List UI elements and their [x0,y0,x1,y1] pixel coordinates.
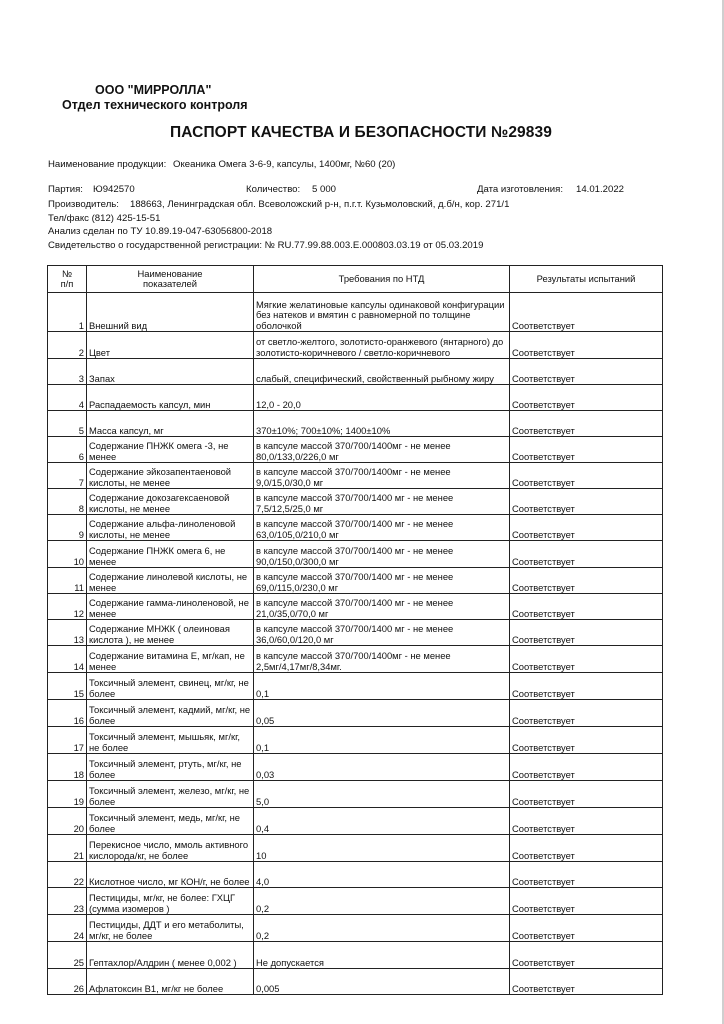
requirement: 0,1 [254,673,510,700]
requirement: в капсуле массой 370/700/1400мг - не менее 80,0/133,0/226,0 мг [254,437,510,463]
table-row [48,781,663,808]
test-result: Соответствует [510,808,663,835]
manufacture-date-value: 14.01.2022 [576,184,625,195]
test-result: Соответствует [510,594,663,620]
test-result: Соответствует [510,463,663,489]
test-result: Соответствует [510,781,663,808]
table-row [48,835,663,862]
row-number: 15 [48,673,87,700]
test-result: Соответствует [510,293,663,332]
test-result: Соответствует [510,568,663,594]
requirement: 5,0 [254,781,510,808]
table-row [48,862,663,888]
requirement: в капсуле массой 370/700/1400 мг - не менее 7,5/12,5/25,0 мг [254,489,510,515]
phone-line: Тел/факс (812) 425-15-51 [48,213,161,224]
table-row [48,541,663,568]
row-number: 24 [48,915,87,942]
test-result: Соответствует [510,411,663,437]
requirement: 0,005 [254,969,510,995]
indicator-name: Содержание витамина Е, мг/кап, не менее [87,646,254,673]
test-result: Соответствует [510,835,663,862]
requirement: в капсуле массой 370/700/1400 мг - не менее 90,0/150,0/300,0 мг [254,541,510,568]
indicator-name: Токсичный элемент, медь, мг/кг, не более [87,808,254,835]
requirement: 4,0 [254,862,510,888]
indicator-name: Токсичный элемент, кадмий, мг/кг, не более [87,700,254,727]
test-result: Соответствует [510,915,663,942]
requirement: слабый, специфический, свойственный рыбному жиру [254,359,510,385]
test-result: Соответствует [510,646,663,673]
table-row [48,411,663,437]
department-name: Отдел технического контроля [62,98,248,112]
test-result: Соответствует [510,862,663,888]
table-row [48,942,663,969]
row-number: 16 [48,700,87,727]
requirement: в капсуле массой 370/700/1400 мг - не менее 69,0/115,0/230,0 мг [254,568,510,594]
test-result: Соответствует [510,385,663,411]
product-label: Наименование продукции: [48,159,167,170]
row-number: 9 [48,515,87,541]
header-number-line1: № [61,267,73,279]
quality-table [47,265,663,995]
table-row [48,489,663,515]
test-result: Соответствует [510,673,663,700]
table-row [48,437,663,463]
header-indicator [87,266,254,293]
row-number: 26 [48,969,87,995]
requirement: в капсуле массой 370/700/1400мг - не менее 2,5мг/4,17мг/8,34мг. [254,646,510,673]
manufacture-date-label: Дата изготовления: [477,184,564,195]
row-number: 19 [48,781,87,808]
test-result: Соответствует [510,754,663,781]
indicator-name: Цвет [87,332,254,359]
row-number: 11 [48,568,87,594]
manufacturer-value: 188663, Ленинградская обл. Всеволожский р-н, п.г.т. Кузьмоловский, д.б/н, кор. 271/1 [130,199,510,210]
requirement: 0,03 [254,754,510,781]
indicator-name: Распадаемость капсул, мин [87,385,254,411]
table-row [48,727,663,754]
test-result: Соответствует [510,332,663,359]
product-value: Океаника Омега 3-6-9, капсулы, 1400мг, №60 (20) [173,159,396,170]
row-number: 25 [48,942,87,969]
row-number: 20 [48,808,87,835]
indicator-name: Содержание эйкозапентаеновой кислоты, не менее [87,463,254,489]
test-result: Соответствует [510,700,663,727]
analysis-line: Анализ сделан по ТУ 10.89.19-047-63056800-2018 [48,226,273,237]
table-row [48,646,663,673]
test-result: Соответствует [510,437,663,463]
indicator-name: Токсичный элемент, свинец, мг/кг, не более [87,673,254,700]
requirement: 10 [254,835,510,862]
table-row [48,969,663,995]
table-row [48,754,663,781]
requirement: от светло-желтого, золотисто-оранжевого (янтарного) до золотисто-коричневого / светло-коричневого [254,332,510,359]
row-number: 22 [48,862,87,888]
requirement: 0,1 [254,727,510,754]
test-result: Соответствует [510,727,663,754]
document-title: ПАСПОРТ КАЧЕСТВА И БЕЗОПАСНОСТИ №29839 [170,124,552,141]
row-number: 12 [48,594,87,620]
table-row [48,568,663,594]
row-number: 18 [48,754,87,781]
indicator-name: Афлатоксин В1, мг/кг не более [87,969,254,995]
row-number: 23 [48,888,87,915]
header-requirements: Требования по НТД [254,266,510,293]
manufacturer-label: Производитель: [48,199,119,210]
test-result: Соответствует [510,969,663,995]
row-number: 17 [48,727,87,754]
indicator-name: Содержание ПНЖК омега -3, не менее [87,437,254,463]
test-result: Соответствует [510,359,663,385]
indicator-name: Содержание альфа-линоленовой кислоты, не менее [87,515,254,541]
test-result: Соответствует [510,620,663,646]
batch-value: Ю942570 [93,184,135,195]
test-result: Соответствует [510,541,663,568]
requirement: 12,0 - 20,0 [254,385,510,411]
indicator-name: Запах [87,359,254,385]
table-row [48,620,663,646]
requirement: 0,2 [254,915,510,942]
table-row [48,359,663,385]
indicator-name: Содержание МНЖК ( олеиновая кислота ), не менее [87,620,254,646]
indicator-name: Содержание ПНЖК омега 6, не менее [87,541,254,568]
requirement: 370±10%; 700±10%; 1400±10% [254,411,510,437]
header-indicator-line2: показателей [142,278,198,289]
requirement: Мягкие желатиновые капсулы одинаковой конфигурации без натеков и вмятин с равномерной по толщине оболочкой [254,293,510,332]
requirement: Не допускается [254,942,510,969]
header-indicator-line1: Наименование [137,267,203,279]
table-row [48,332,663,359]
row-number: 6 [48,437,87,463]
test-result: Соответствует [510,489,663,515]
indicator-name: Пестициды, мг/кг, не более: ГХЦГ (сумма изомеров ) [87,888,254,915]
row-number: 21 [48,835,87,862]
table-row [48,808,663,835]
row-number: 14 [48,646,87,673]
requirement: в капсуле массой 370/700/1400мг - не менее 9,0/15,0/30,0 мг [254,463,510,489]
row-number: 3 [48,359,87,385]
quantity-label: Количество: [246,184,301,195]
table-row [48,673,663,700]
indicator-name: Токсичный элемент, мышьяк, мг/кг, не более [87,727,254,754]
row-number: 13 [48,620,87,646]
table-row [48,515,663,541]
indicator-name: Гептахлор/Алдрин ( менее 0,002 ) [87,942,254,969]
test-result: Соответствует [510,888,663,915]
indicator-name: Перекисное число, ммоль активного кислорода/кг, не более [87,835,254,862]
indicator-name: Пестициды, ДДТ и его метаболиты, мг/кг, не более [87,915,254,942]
row-number: 2 [48,332,87,359]
test-result: Соответствует [510,942,663,969]
requirement: в капсуле массой 370/700/1400 мг - не менее 21,0/35,0/70,0 мг [254,594,510,620]
quantity-value: 5 000 [312,184,337,195]
indicator-name: Внешний вид [87,293,254,332]
requirement: в капсуле массой 370/700/1400 мг - не менее 36,0/60,0/120,0 мг [254,620,510,646]
row-number: 1 [48,293,87,332]
company-name: ООО "МИРРОЛЛА" [95,83,212,97]
table-row [48,385,663,411]
table-row [48,293,663,332]
row-number: 4 [48,385,87,411]
indicator-name: Кислотное число, мг КОН/г, не более [87,862,254,888]
requirement: 0,2 [254,888,510,915]
row-number: 10 [48,541,87,568]
row-number: 8 [48,489,87,515]
test-result: Соответствует [510,515,663,541]
row-number: 5 [48,411,87,437]
indicator-name: Токсичный элемент, железо, мг/кг, не более [87,781,254,808]
requirement: в капсуле массой 370/700/1400 мг - не менее 63,0/105,0/210,0 мг [254,515,510,541]
header-number-line2: п/п [60,278,74,289]
indicator-name: Токсичный элемент, ртуть, мг/кг, не более [87,754,254,781]
indicator-name: Содержание линолевой кислоты, не менее [87,568,254,594]
table-row [48,463,663,489]
certificate-line: Свидетельство о государственной регистрации: № RU.77.99.88.003.Е.000803.03.19 от 05.03.2019 [48,240,484,251]
requirement: 0,05 [254,700,510,727]
indicator-name: Содержание гамма-линоленовой, не менее [87,594,254,620]
table-row [48,915,663,942]
table-row [48,700,663,727]
batch-label: Партия: [48,184,83,195]
requirement: 0,4 [254,808,510,835]
header-number [48,266,87,293]
header-results: Результаты испытаний [510,266,663,293]
indicator-name: Масса капсул, мг [87,411,254,437]
table-row [48,888,663,915]
table-header-row [48,266,663,293]
indicator-name: Содержание докозагексаеновой кислоты, не менее [87,489,254,515]
row-number: 7 [48,463,87,489]
table-row [48,594,663,620]
